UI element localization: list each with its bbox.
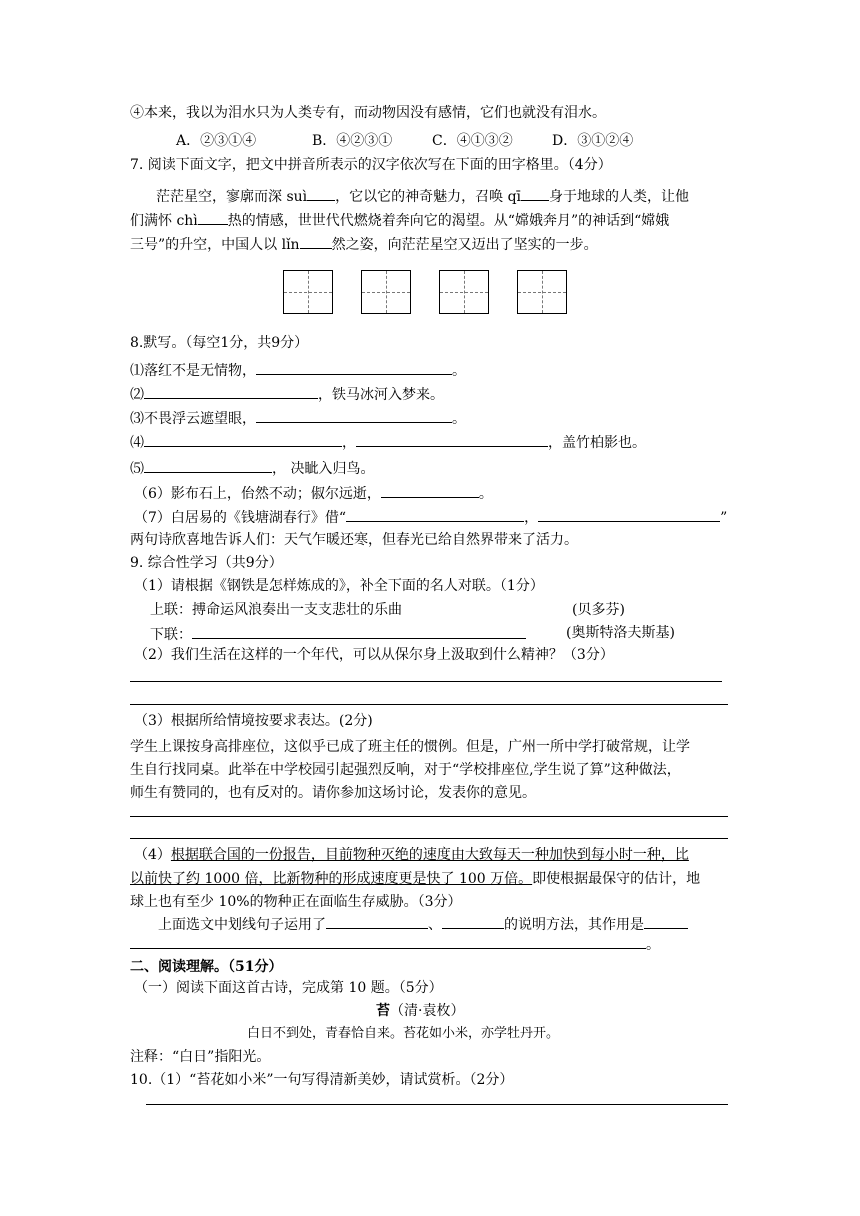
q7-line1: 茫茫星空，寥廓而深 suì ，它以它的神奇魅力，召唤 qī 身于地球的人类，让他 xyxy=(156,186,689,206)
q10-answer-line[interactable] xyxy=(146,1104,728,1105)
q9-sub3: （3）根据所给情境按要求表达。(2分) xyxy=(134,713,373,729)
q6-item4: ④本来，我以为泪水只为人类专有，而动物因没有感情，它们也就没有泪水。 xyxy=(130,105,606,121)
tianzige-box-2[interactable] xyxy=(361,270,411,314)
q9-sub1: （1）请根据《钢铁是怎样炼成的》，补全下面的名人对联。（1分） xyxy=(134,578,544,594)
q8-line2: ⑵ ，铁马冰河入梦来。 xyxy=(130,384,444,404)
q8-blank-6[interactable] xyxy=(381,483,479,498)
q7-blank-lin[interactable] xyxy=(300,234,332,249)
q7-line2: 们满怀 chì 热的情感，世世代代燃烧着奔向它的渴望。从“嫦娥奔月”的神话到“嫦娥 xyxy=(130,210,669,230)
q9-answer-line-1[interactable] xyxy=(130,681,722,682)
poem-heading xyxy=(376,1002,464,1020)
q8-line5: ⑸ ， 决眦入归鸟。 xyxy=(130,458,374,478)
q9-lower-couplet: 下联： xyxy=(150,624,526,644)
q8-line8: 两句诗欣喜地告诉人们：天气乍暖还寒，但春光已给自然界带来了活力。 xyxy=(130,532,578,548)
q8-line7: （7）白居易的《钱塘湖春行》借“ ， ” xyxy=(134,507,727,527)
q9-lower-note: (奥斯特洛夫斯基) xyxy=(566,625,675,641)
q9-blank-method-1[interactable] xyxy=(326,914,428,929)
part2-sub1: （一）阅读下面这首古诗，完成第 10 题。（5分） xyxy=(134,980,443,996)
q9-title: 9. 综合性学习（共9分） xyxy=(130,555,283,571)
q9-sub4-line-3: 球上也有至少 10%的物种正在面临生存威胁。（3分） xyxy=(130,894,462,910)
poem-text: 白日不到处，青春恰自来。苔花如小米，亦学牡丹开。 xyxy=(247,1026,560,1041)
q8-line4: ⑷ ， ，盖竹柏影也。 xyxy=(130,432,646,452)
q9-sub4-question: 上面选文中划线句子运用了 、 的说明方法，其作用是 xyxy=(158,914,688,934)
q9-sub4-effect-line: 。 xyxy=(130,934,660,954)
q8-title: 8.默写。（每空1分，共9分） xyxy=(130,335,309,351)
q7-blank-qi[interactable] xyxy=(521,186,549,201)
part2-title: 二、阅读理解。（51分） xyxy=(130,959,283,975)
q9-sub3-para-2: 生自行找同桌。此举在中学校园引起强烈反响，对于“学校排座位,学生说了算”这种做法， xyxy=(130,762,681,778)
q8-line6: （6）影布石上，佁然不动；俶尔远逝， 。 xyxy=(134,483,493,503)
q7-line3: 三号”的升空，中国人以 lǐn 然之姿，向茫茫星空又迈出了坚实的一步。 xyxy=(130,234,598,254)
q9-sub4-line-2: 以前快了约 1000 倍，比新物种的形成速度更是快了 100 万倍。即使根据最保守的估计，地 xyxy=(130,871,701,887)
q9-answer-line-3[interactable] xyxy=(130,816,728,817)
q7-blank-sui[interactable] xyxy=(307,186,335,201)
q9-answer-line-2[interactable] xyxy=(130,704,728,705)
q8-line3: ⑶不畏浮云遮望眼， 。 xyxy=(130,408,466,428)
q7-title: 7. 阅读下面文字，把文中拼音所表示的汉字依次写在下面的田字格里。（4分） xyxy=(130,157,612,173)
poem-title: 苔 xyxy=(376,1003,390,1019)
q8-blank-7b[interactable] xyxy=(538,507,720,522)
q6-option-a: A．②③①④ xyxy=(176,133,257,149)
q9-sub3-para-3: 师生有赞同的，也有反对的。请你参加这场讨论，发表你的意见。 xyxy=(130,785,536,801)
poem-author: （清·袁枚） xyxy=(390,1003,465,1019)
q8-blank-4a[interactable] xyxy=(144,432,342,447)
q9-sub4-line-1: （4）根据联合国的一份报告，目前物种灭绝的速度由大致每天一种加快到每小时一种，比 xyxy=(134,847,689,863)
q8-blank-7a[interactable] xyxy=(346,507,524,522)
q10-question: 10.（1）“苔花如小米”一句写得清新美妙，请试赏析。（2分） xyxy=(130,1072,514,1088)
q9-blank-lower[interactable] xyxy=(192,624,526,639)
q6-option-b: B．④②③① xyxy=(312,133,393,149)
q9-answer-line-4[interactable] xyxy=(130,838,728,839)
q9-upper-note: (贝多芬) xyxy=(572,602,625,618)
q9-sub2: （2）我们生活在这样的一个年代，可以从保尔身上汲取到什么精神？（3分） xyxy=(134,647,614,663)
q9-sub3-para-1: 学生上课按身高排座位，这似乎已成了班主任的惯例。但是，广州一所中学打破常规，让学 xyxy=(130,739,690,755)
q7-blank-chi[interactable] xyxy=(198,210,228,225)
q9-upper-couplet: 上联：搏命运风浪奏出一支支悲壮的乐曲 xyxy=(150,602,402,618)
q8-blank-2[interactable] xyxy=(144,384,318,399)
q6-option-d: D．③①②④ xyxy=(552,133,634,149)
q8-blank-1[interactable] xyxy=(256,360,452,375)
tianzige-box-3[interactable] xyxy=(439,270,489,314)
q9-blank-effect[interactable] xyxy=(644,914,688,929)
tianzige-box-1[interactable] xyxy=(283,270,333,314)
q9-blank-effect-cont[interactable] xyxy=(130,934,646,949)
q8-blank-5[interactable] xyxy=(144,458,272,473)
poem-note: 注释：“白日”指阳光。 xyxy=(130,1049,271,1065)
q9-blank-method-2[interactable] xyxy=(442,914,504,929)
q6-option-c: C．④①③② xyxy=(432,133,513,149)
q8-blank-3[interactable] xyxy=(256,408,452,423)
tianzige-box-4[interactable] xyxy=(517,270,567,314)
q8-blank-4b[interactable] xyxy=(356,432,548,447)
q8-line1: ⑴落红不是无情物， 。 xyxy=(130,360,466,380)
